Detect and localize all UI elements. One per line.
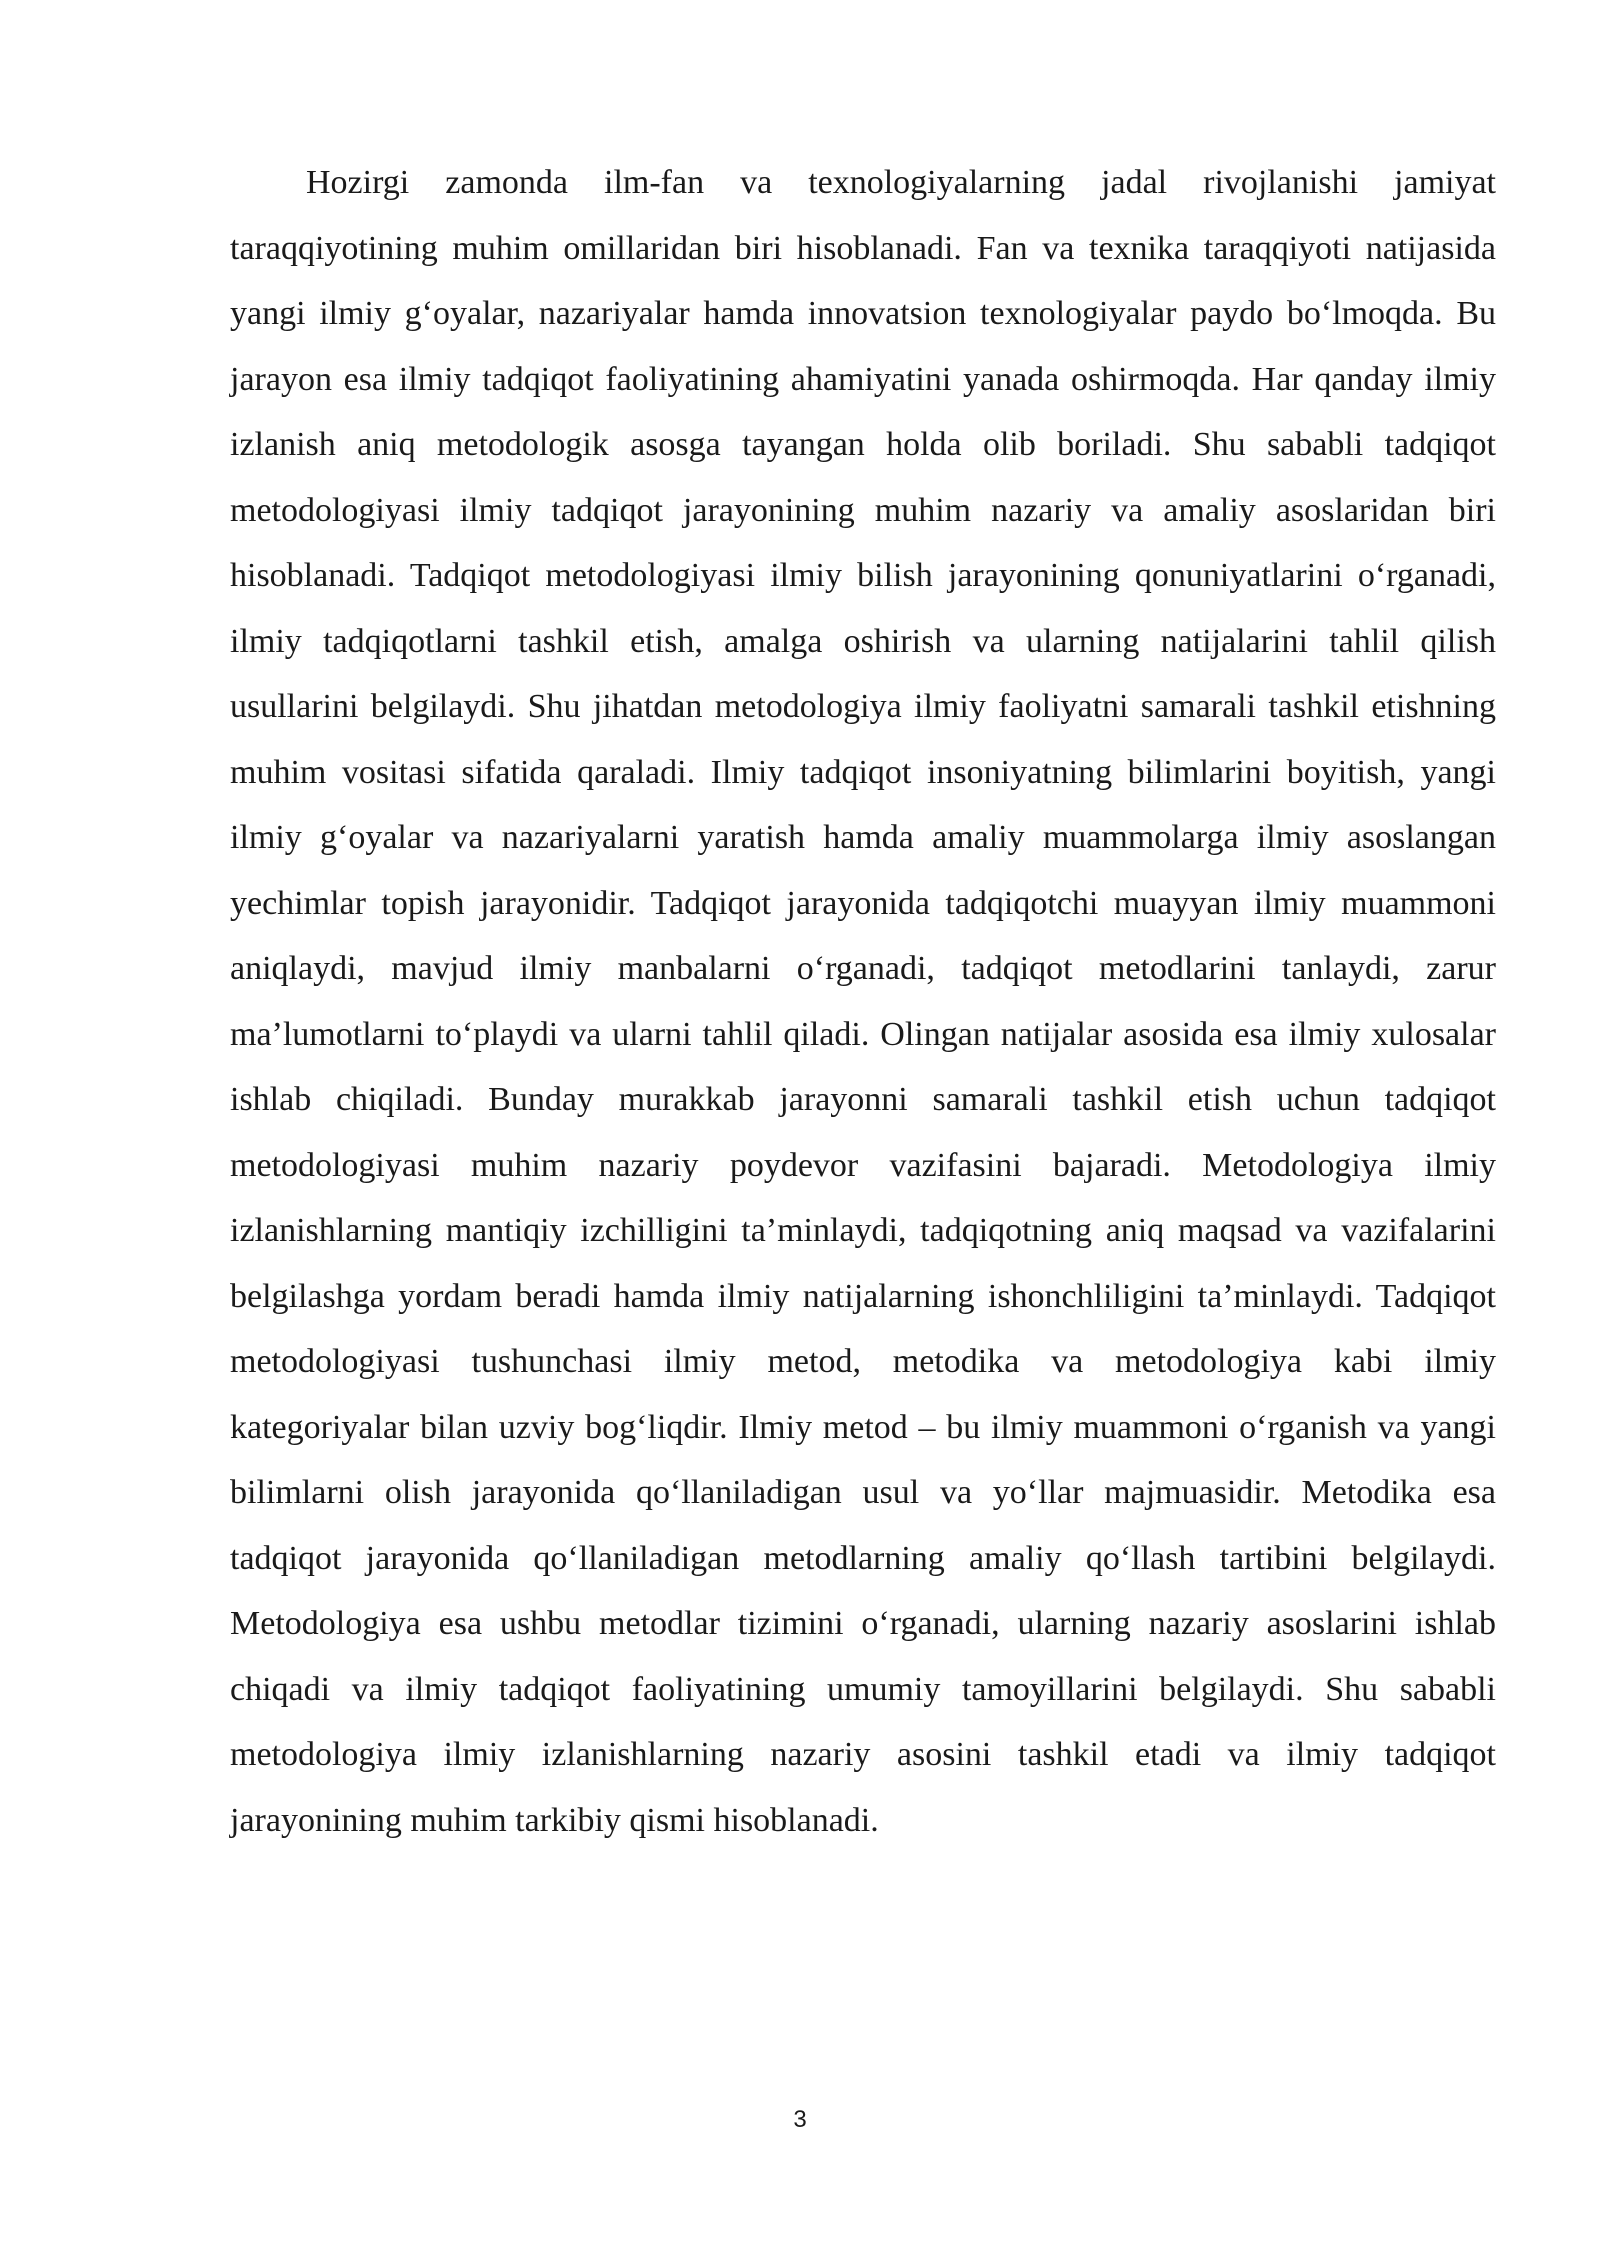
page-number: 3 [793,2106,807,2133]
body-paragraph: Hozirgi zamonda ilm-fan va texnologiyalarning jadal rivojlanishi jamiyat taraqqiyotining muhim omillaridan biri hisoblanadi. Fan va texnika taraqqiyoti natijasida yangi ilmiy g‘oyalar, nazariyalar hamda innovatsion texnologiyalar paydo bo‘lmoqda. Bu jarayon esa ilmiy tadqiqot faoliyatining ahamiyatini yanada oshirmoqda. Har qanday ilmiy izlanish aniq metodologik asosga tayangan holda olib boriladi. Shu sababli tadqiqot metodologiyasi ilmiy tadqiqot jarayonining muhim nazariy va amaliy asoslaridan biri hisoblanadi. Tadqiqot metodologiyasi ilmiy bilish jarayonining qonuniyatlarini o‘rganadi, ilmiy tadqiqotlarni tashkil etish, amalga oshirish va ularning natijalarini tahlil qilish usullarini belgilaydi. Shu jihatdan metodologiya ilmiy faoliyatni samarali tashkil etishning muhim vositasi sifatida qaraladi. Ilmiy tadqiqot insoniyatning bilimlarini boyitish, yangi ilmiy g‘oyalar va nazariyalarni yaratish hamda amaliy muammolarga ilmiy asoslangan yechimlar topish jarayonidir. Tadqiqot jarayonida tadqiqotchi muayyan ilmiy muammoni aniqlaydi, mavjud ilmiy manbalarni o‘rganadi, tadqiqot metodlarini tanlaydi, zarur ma’lumotlarni to‘playdi va ularni tahlil qiladi. Olingan natijalar asosida esa ilmiy xulosalar ishlab chiqiladi. Bunday murakkab jarayonni samarali tashkil etish uchun tadqiqot metodologiyasi muhim nazariy poydevor vazifasini bajaradi. Metodologiya ilmiy izlanishlarning mantiqiy izchilligini ta’minlaydi, tadqiqotning aniq maqsad va vazifalarini belgilashga yordam beradi hamda ilmiy natijalarning ishonchliligini ta’minlaydi. Tadqiqot metodologiyasi tushunchasi ilmiy metod, metodika va metodologiya kabi ilmiy kategoriyalar bilan uzviy bog‘liqdir. Ilmiy metod – bu ilmiy muammoni o‘rganish va yangi bilimlarni olish jarayonida qo‘llaniladigan usul va yo‘llar majmuasidir. Metodika esa tadqiqot jarayonida qo‘llaniladigan metodlarning amaliy qo‘llash tartibini belgilaydi. Metodologiya esa ushbu metodlar tizimini o‘rganadi, ularning nazariy asoslarini ishlab chiqadi va ilmiy tadqiqot faoliyatining umumiy tamoyillarini belgilaydi. Shu sababli metodologiya ilmiy izlanishlarning nazariy asosini tashkil etadi va ilmiy tadqiqot jarayonining muhim tarkibiy qismi hisoblanadi. [230,164,1496,1839]
